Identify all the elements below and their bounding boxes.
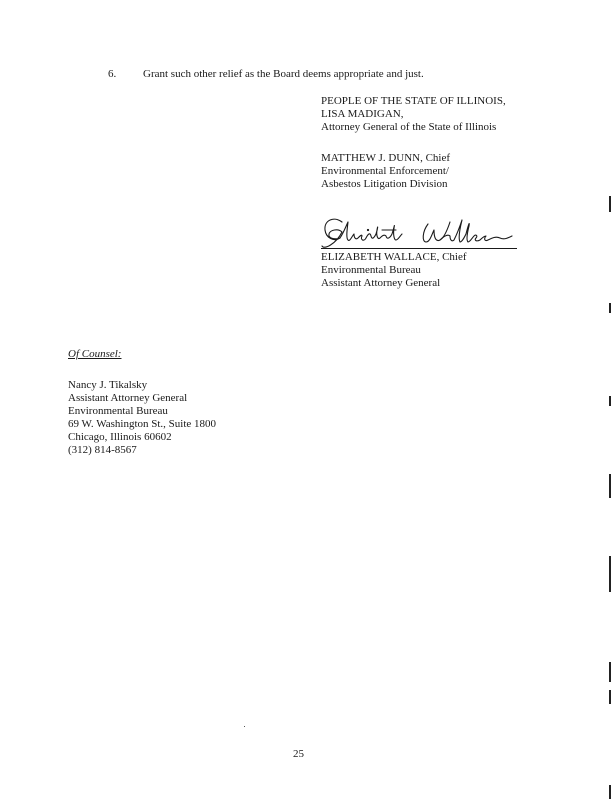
plaintiff-line: PEOPLE OF THE STATE OF ILLINOIS, — [321, 95, 506, 107]
signer-line: Assistant Attorney General — [321, 277, 441, 289]
scan-edge-mark — [609, 690, 611, 704]
list-item-number: 6. — [108, 68, 117, 80]
scan-speck — [244, 726, 245, 727]
counsel-line: (312) 814-8567 — [68, 444, 137, 456]
signer-line: ELIZABETH WALLACE, Chief — [321, 251, 467, 263]
signer-block — [321, 251, 467, 290]
signature-block — [321, 95, 506, 191]
signature-line — [321, 248, 517, 249]
counsel-address-block — [68, 379, 216, 457]
scan-edge-mark — [609, 196, 611, 212]
chief-line: Asbestos Litigation Division — [321, 178, 448, 190]
scan-edge-mark — [609, 662, 611, 682]
plaintiff-line: LISA MADIGAN, — [321, 108, 404, 120]
scan-edge-mark — [609, 303, 611, 313]
of-counsel-label: Of Counsel: — [68, 348, 122, 360]
scan-edge-mark — [609, 474, 611, 498]
page-number: 25 — [293, 748, 304, 760]
scan-edge-mark — [609, 785, 611, 799]
plaintiff-line: Attorney General of the State of Illinois — [321, 121, 497, 133]
chief-line: Environmental Enforcement/ — [321, 165, 449, 177]
counsel-line: Assistant Attorney General — [68, 392, 188, 404]
counsel-line: 69 W. Washington St., Suite 1800 — [68, 418, 217, 430]
signer-line: Environmental Bureau — [321, 264, 421, 276]
chief-line: MATTHEW J. DUNN, Chief — [321, 152, 451, 164]
counsel-line: Nancy J. Tikalsky — [68, 379, 148, 391]
counsel-line: Chicago, Illinois 60602 — [68, 431, 172, 443]
scan-edge-mark — [609, 396, 611, 406]
scan-edge-mark — [609, 556, 611, 592]
counsel-line: Environmental Bureau — [68, 405, 168, 417]
list-item-text: Grant such other relief as the Board deems appropriate and just. — [143, 68, 424, 80]
